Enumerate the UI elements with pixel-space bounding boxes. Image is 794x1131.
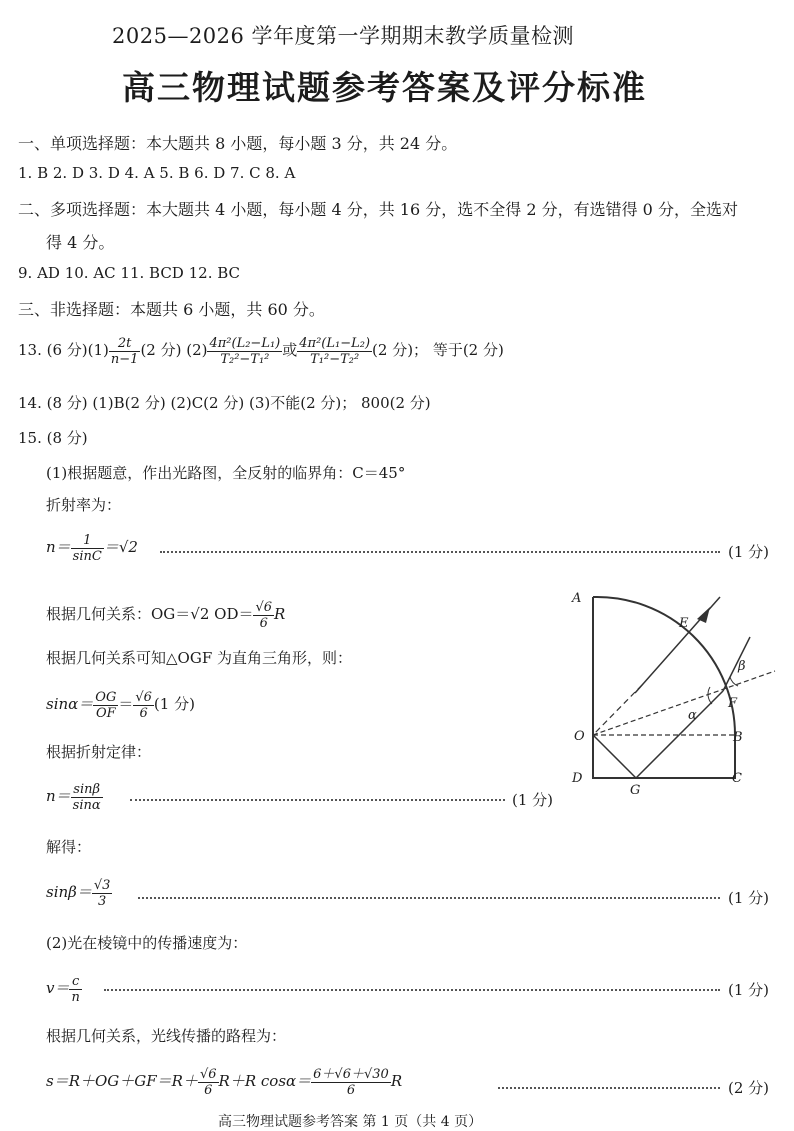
q15-snell-label: 根据折射定律：	[46, 743, 152, 761]
label-g: G	[630, 783, 641, 798]
incident-extension	[593, 685, 642, 735]
q15-part2-intro: (2)光在棱镜中的传播速度为：	[46, 934, 248, 952]
q13-frac-3: $\frac{\text{4π²(L₁−L₂)}}{\text{T₁²−T₂²}}$	[299, 335, 371, 367]
q15-eq6-leader	[498, 1087, 720, 1089]
q15-part1-intro: (1)根据题意，作出光路图，全反射的临界角：C＝45°	[46, 464, 406, 482]
label-a: A	[572, 591, 582, 606]
q15-eq4-leader	[138, 897, 720, 899]
section-2-answers: 9. AD 10. AC 11. BCD 12. BC	[18, 264, 241, 282]
q15-eq3-score: (1 分)	[512, 791, 554, 809]
q15-geometry-2: 根据几何关系可知△OGF 为直角三角形，则：	[46, 649, 352, 667]
q15-eq4-score: (1 分)	[728, 889, 770, 907]
q13-part1-score: (2 分) (2)	[140, 341, 208, 359]
ray-og	[593, 735, 636, 778]
section-1-answers: 1. B 2. D 3. D 4. A 5. B 6. D 7. C 8. A	[18, 164, 296, 182]
q13-answer	[18, 333, 504, 367]
label-b: B	[733, 730, 743, 745]
q15-eq2-score: (1 分)	[153, 695, 195, 713]
q15-refraction-label: 折射率为：	[46, 496, 122, 514]
q15-eq1-score: (1 分)	[728, 543, 770, 561]
q15-heading: 15. (8 分)	[18, 429, 88, 447]
page-footer: 高三物理试题参考答案 第 1 页（共 4 页）	[218, 1114, 483, 1130]
q15-eq6: s＝R＋OG＋GF＝R＋ $\frac{√6}{6}$ R＋R cosα＝ $\frac{6+√6+√30}{6}$ R	[46, 1066, 403, 1098]
exam-subtitle: 2025—2026 学年度第一学期期末教学质量检测	[112, 24, 575, 48]
label-f: F	[728, 696, 738, 711]
alpha-arc	[708, 687, 712, 704]
q15-path-label: 根据几何关系，光线传播的路程为：	[46, 1027, 287, 1045]
q13-lead: 13. (6 分)(1)	[18, 341, 109, 359]
q15-eq1: n＝ $\frac{1}{\sin C}$ ＝√2	[46, 532, 138, 564]
q15-solve-label: 解得：	[46, 838, 92, 856]
normal-line	[593, 671, 775, 735]
q15-eq5-leader	[104, 989, 720, 991]
q15-eq5: v＝ $\frac{c}{n}$	[46, 973, 80, 1005]
section-1-heading: 一、单项选择题：本大题共 8 小题，每小题 3 分，共 24 分。	[18, 134, 458, 153]
q15-eq5-score: (1 分)	[728, 981, 770, 999]
label-beta: β	[738, 659, 746, 674]
page-title: 高三物理试题参考答案及评分标准	[122, 68, 647, 107]
label-o: O	[574, 729, 585, 744]
q15-eq3-leader	[130, 799, 505, 801]
section-3-heading: 三、非选择题：本题共 6 小题，共 60 分。	[18, 300, 325, 319]
exit-ray	[723, 637, 750, 691]
q13-frac-1: $\frac{2t}{n-1}$	[110, 335, 139, 367]
q15-geometry-1: 根据几何关系：OG＝√2 OD＝ $\frac{√6}{6}$ R	[46, 599, 286, 631]
q15-eq6-score: (2 分)	[728, 1079, 770, 1097]
q13-or: 或	[282, 341, 298, 359]
optics-diagram	[560, 585, 780, 800]
q13-frac-2: $\frac{\text{4π²(L₂−L₁)}}{\text{T₂²−T₁²}}$	[209, 335, 281, 367]
q15-eq3: n＝ $\frac{\sin\beta}{\sin\alpha}$	[46, 781, 101, 813]
section-2-heading-cont: 得 4 分。	[46, 233, 115, 252]
q13-part2-score: (2 分)； 等于(2 分)	[372, 341, 504, 359]
label-e: E	[679, 616, 689, 631]
label-d: D	[572, 771, 583, 786]
q15-eq4: sinβ＝ $\frac{√3}{3}$	[46, 877, 111, 909]
section-2-heading: 二、多项选择题：本大题共 4 小题，每小题 4 分，共 16 分，选不全得 2 分，有选错得 0 分，全选对	[18, 200, 738, 219]
q15-eq1-leader	[160, 551, 720, 553]
label-c: C	[732, 771, 742, 786]
q14-answer: 14. (8 分) (1)B(2 分) (2)C(2 分) (3)不能(2 分)； 800(2 分)	[18, 394, 431, 412]
q15-eq2: sinα＝ $\frac{OG}{OF}$ ＝ $\frac{√6}{6}$ (1 分)	[46, 689, 195, 721]
label-alpha: α	[688, 708, 697, 723]
